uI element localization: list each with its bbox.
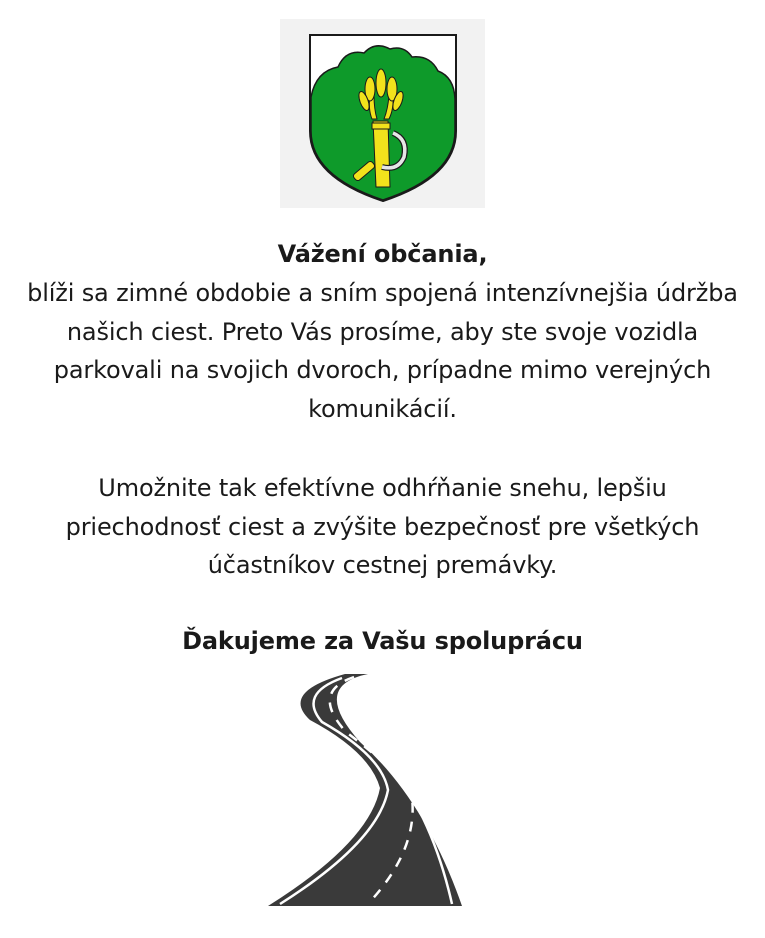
greeting-heading: Vážení občania, xyxy=(277,240,488,268)
winding-road-icon xyxy=(250,670,500,910)
thanks-closing: Ďakujeme za Vašu spoluprácu xyxy=(182,627,583,655)
paragraph-snow-clearing: Umožnite tak efektívne odhŕňanie snehu, lepšiu priechodnosť ciest a zvýšite bezpečnosť pre všetkých účastníkov cestnej premávky. xyxy=(65,474,700,580)
paragraph-parking-request: blíži sa zimné obdobie a sním spojená intenzívnejšia údržba našich ciest. Preto Vás prosíme, aby ste svoje vozidla parkovali na svojich dvoroch, prípadne mimo verejných komunikácií. xyxy=(27,279,738,424)
coat-of-arms-icon xyxy=(280,19,485,208)
road-illustration xyxy=(250,670,500,914)
coat-of-arms xyxy=(280,19,485,208)
